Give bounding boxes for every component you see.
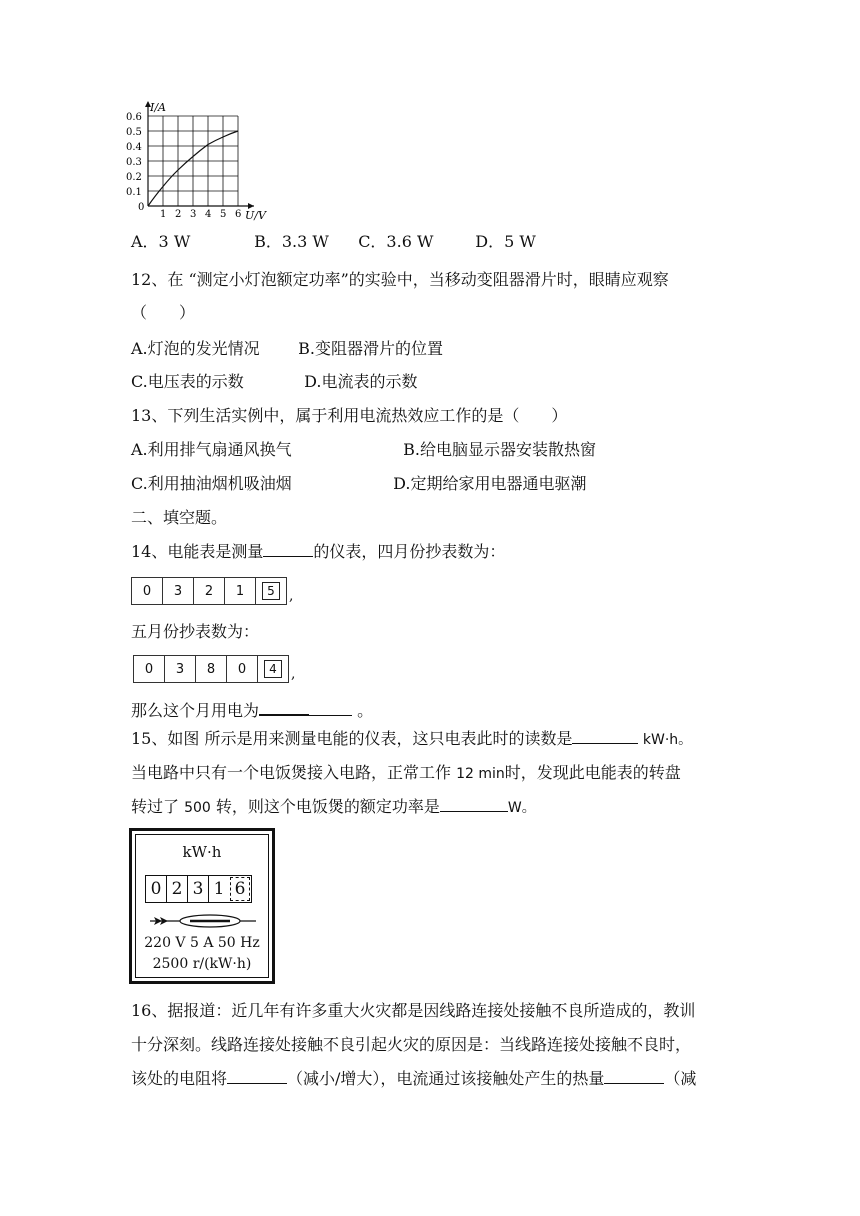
meter-digit-cell: 3 — [162, 578, 193, 604]
y-tick-label: 0.1 — [126, 187, 142, 198]
q15-line2-num: 12 min — [456, 766, 505, 782]
q14-last-part2: 。 — [352, 701, 374, 720]
april-comma: , — [289, 588, 294, 604]
may-digit-row — [133, 655, 289, 683]
q15-line2-b: 时，发现此电能表的转盘 — [504, 763, 681, 782]
q13-options-row1 — [131, 439, 596, 461]
x-tick-label: 5 — [220, 209, 227, 220]
q12-option-b: B.变阻器滑片的位置 — [298, 339, 443, 358]
q14-last — [131, 700, 373, 722]
iu-graph — [118, 98, 268, 223]
meter-digit: 1 — [208, 876, 229, 902]
q15-line3-c: W。 — [507, 800, 536, 816]
q15-line1 — [131, 728, 692, 751]
may-comma: , — [291, 666, 296, 682]
q13-option-a: A.利用排气扇通风换气 — [131, 440, 292, 459]
graph-origin: 0 — [138, 202, 145, 213]
q16-line3-b: （减小/增大），电流通过该接触处产生的热量 — [287, 1069, 605, 1088]
q14-blank-2 — [259, 700, 309, 716]
meter-digit-cell — [255, 578, 286, 604]
may-label: 五月份抄表数为： — [131, 622, 260, 641]
meter-spec-voltage: 220 V 5 A 50 Hz — [144, 935, 260, 951]
q15-line3-num: 500 — [184, 800, 211, 816]
meter-digit-row — [145, 875, 252, 903]
q13-stem: 13、下列生活实例中，属于利用电流热效应工作的是（ ） — [131, 406, 568, 425]
y-tick-label: 0.4 — [126, 142, 142, 153]
meter-spec-revolutions: 2500 r/(kW·h) — [152, 956, 252, 972]
y-tick-label: 0.6 — [126, 112, 142, 123]
q14-blank-1 — [263, 542, 313, 557]
q13-option-c: C.利用抽油烟机吸油烟 — [131, 474, 292, 493]
q11-option-a: A．3 W — [131, 232, 191, 251]
q12-options-row2 — [131, 371, 417, 393]
q15-blank-1 — [572, 729, 638, 744]
may-reading — [133, 655, 295, 683]
meter-digit-cell: 3 — [164, 656, 195, 682]
q14-part2: 的仪表，四月份抄表数为： — [313, 542, 506, 561]
q11-option-c: C．3.6 W — [358, 232, 434, 251]
decimal-digit: 4 — [264, 660, 282, 678]
q12-option-c: C.电压表的示数 — [131, 372, 244, 391]
q11-option-d: D．5 W — [475, 232, 536, 251]
q16-blank-1 — [227, 1069, 287, 1084]
q14-stem — [131, 541, 505, 563]
graph-xlabel: U/V — [245, 209, 266, 222]
q15-line2 — [131, 762, 681, 785]
q12-stem-line2: （ ） — [131, 303, 196, 322]
meter-digit: 2 — [166, 876, 187, 902]
graph-ylabel: I/A — [150, 101, 166, 114]
q12-option-a: A.灯泡的发光情况 — [131, 339, 260, 358]
q13-option-d: D.定期给家用电器通电驱潮 — [393, 474, 587, 493]
q16-line2: 十分深刻。线路连接处接触不良引起火灾的原因是：当线路连接处接触不良时， — [131, 1035, 692, 1054]
april-reading — [131, 577, 293, 605]
decimal-digit: 5 — [262, 582, 280, 600]
section-fill-in-title: 二、填空题。 — [131, 508, 228, 527]
april-digit-row — [131, 577, 287, 605]
q11-option-b: B．3.3 W — [254, 232, 329, 251]
x-tick-label: 6 — [235, 209, 242, 220]
y-tick-label: 0.3 — [126, 157, 142, 168]
q16-blank-2 — [604, 1069, 664, 1084]
q12-stem-line1: 12、在 “测定小灯泡额定功率”的实验中，当移动变阻器滑片时，眼睛应观察 — [131, 270, 669, 289]
y-tick-label: 0.5 — [126, 127, 142, 138]
q11-options — [131, 231, 536, 253]
q16-line3-a: 该处的电阻将 — [131, 1069, 228, 1088]
q12-options-row1 — [131, 338, 443, 360]
energy-meter-figure — [129, 828, 275, 984]
meter-unit: kW·h — [182, 843, 222, 861]
q15-line1-a: 15、如图 所示是用来测量电能的仪表，这只电表此时的读数是 — [131, 729, 573, 748]
q16-line1: 16、据报道：近几年有许多重大火灾都是因线路连接处接触不良所造成的，教训 — [131, 1001, 696, 1020]
meter-decimal-digit: 6 — [230, 877, 250, 901]
meter-digit-cell: 0 — [142, 583, 152, 599]
y-tick-label: 0.2 — [126, 172, 142, 183]
q15-line3-a: 转过了 — [131, 797, 185, 816]
meter-digit: 0 — [150, 879, 162, 899]
meter-digit-cell: 2 — [193, 578, 224, 604]
meter-digit-cell — [257, 656, 288, 682]
x-tick-label: 3 — [190, 209, 197, 220]
meter-digit-cell: 1 — [224, 578, 255, 604]
meter-digit: 3 — [187, 876, 208, 902]
q15-line3-b: 转，则这个电饭煲的额定功率是 — [210, 797, 440, 816]
meter-disc-icon — [148, 913, 258, 929]
q14-last-part1: 那么这个月用电为 — [131, 701, 260, 720]
q14-blank-2b — [309, 701, 352, 716]
q16-line3 — [131, 1068, 696, 1090]
meter-digit-cell: 8 — [195, 656, 226, 682]
x-tick-label: 2 — [175, 209, 182, 220]
q12-option-d: D.电流表的示数 — [304, 372, 418, 391]
x-tick-label: 1 — [160, 209, 167, 220]
q16-line3-c: （减 — [664, 1069, 697, 1088]
q14-part1: 14、电能表是测量 — [131, 542, 264, 561]
q13-options-row2 — [131, 473, 586, 495]
q15-blank-2 — [440, 797, 508, 812]
q13-option-b: B.给电脑显示器安装散热窗 — [403, 440, 596, 459]
x-tick-label: 4 — [205, 209, 212, 220]
meter-digit-cell: 0 — [144, 661, 154, 677]
q15-line2-a: 当电路中只有一个电饭煲接入电路，正常工作 — [131, 763, 457, 782]
meter-digit-cell: 0 — [226, 656, 257, 682]
q15-line1-b: kW·h。 — [638, 732, 693, 748]
q15-line3 — [131, 796, 536, 819]
